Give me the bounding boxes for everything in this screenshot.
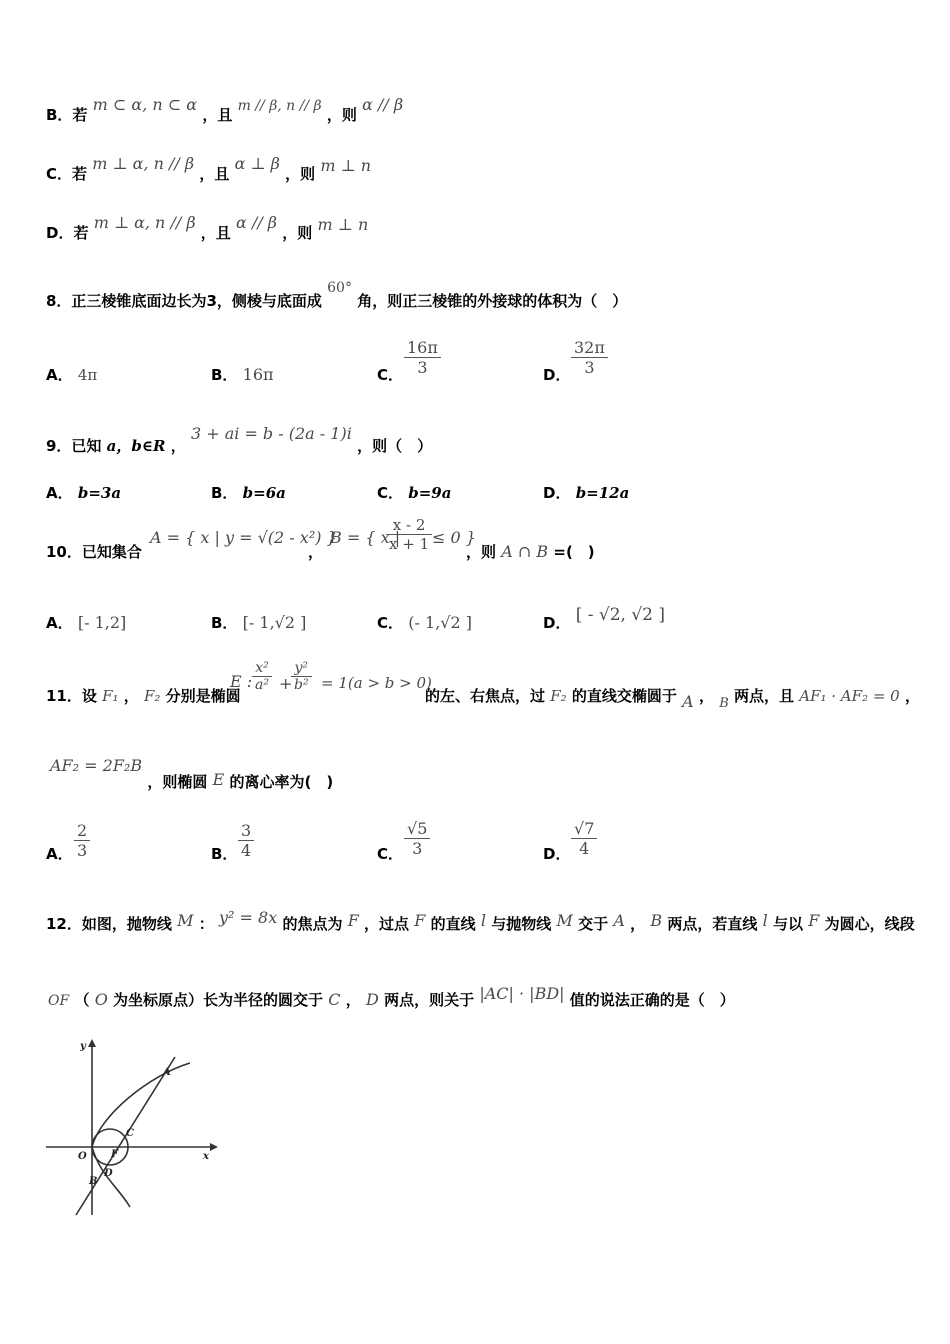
q8-stem-a: 8．正三棱锥底面边长为3，侧棱与底面成 (46, 292, 322, 310)
q11-option-c (377, 843, 403, 864)
q8-stem-b: 角，则正三棱锥的外接球的体积为（ ） (357, 292, 628, 310)
q12-f: F (347, 911, 359, 930)
point-b-label: B (89, 1176, 98, 1187)
q12-stem-f: 交于 (578, 915, 609, 933)
q12-stem-i: 为圆心，线段 (824, 915, 915, 933)
q8-c-fraction (404, 338, 441, 377)
point-a-label: A (163, 1067, 171, 1078)
q12-f3: F (808, 911, 820, 930)
q11-stem-c: 的左、右焦点，过 (425, 687, 546, 705)
q8-c-label: C． (377, 366, 404, 384)
q9-option-b (211, 482, 286, 503)
q11-dot-product: AF₁ · AF₂ = 0 (799, 687, 900, 705)
q8-angle: 60° (327, 280, 352, 296)
q7-b-text1: ，且 (202, 106, 233, 124)
q9-b-label: B． (211, 484, 238, 502)
q8-option-b (211, 364, 274, 385)
q7-d-math3: m ⊥ n (317, 215, 369, 234)
q11-ellipse-pre: E : (230, 672, 253, 691)
q9-option-a (46, 482, 121, 503)
q11-y-denominator: b² (294, 677, 309, 693)
q8-b-label: B． (211, 366, 238, 384)
q8-option-c (377, 364, 403, 385)
q11-c-fraction (404, 819, 430, 858)
q11-line2 (50, 756, 334, 791)
q11-x-fraction (252, 660, 272, 693)
q12-o: O (94, 990, 108, 1009)
q8-a-label: A． (46, 366, 73, 384)
q7-b-math2: m // β, n // β (237, 98, 322, 114)
q10-set-b-fraction (386, 516, 432, 553)
q11-c-denominator: 3 (412, 839, 423, 858)
q7-d-math1: m ⊥ α, n // β (93, 213, 196, 232)
q9-b-value: b=6a (242, 484, 286, 502)
q9-stem (46, 424, 433, 456)
q11-sep: ， (123, 687, 139, 705)
q8-d-fraction (571, 338, 608, 377)
q10-set-b-denominator: x + 1 (389, 535, 430, 553)
q8-c-numerator: 16π (404, 338, 441, 358)
q7-b-math1: m ⊂ α, n ⊂ α (92, 95, 198, 114)
q7-c-math3: m ⊥ n (320, 156, 372, 175)
origin-label: O (78, 1151, 87, 1162)
q7-c-math2: α ⊥ β (234, 154, 280, 173)
q11-stem-f: ，则椭圆 (147, 773, 208, 791)
q7-b-text2: ，则 (326, 106, 357, 124)
q11-c-label: C． (377, 845, 404, 863)
q12-sep2: ， (345, 991, 361, 1009)
q10-option-c (377, 612, 472, 633)
q12-of: OF (48, 993, 70, 1009)
q11-a-denominator: 3 (77, 841, 88, 860)
parabola-figure (40, 1035, 220, 1220)
q12-equation: y² = 8x (218, 908, 278, 927)
q12-line1 (46, 908, 915, 934)
q8-a-value: 4π (77, 366, 98, 384)
q12-stem-e: 与抛物线 (491, 915, 552, 933)
q11-stem-a-text: 11．设 (46, 687, 97, 705)
q10-b-label: B． (211, 614, 238, 632)
q9-sep: ， (170, 437, 186, 455)
q9-stem-a: 9．已知 (46, 437, 102, 455)
q11-a-numerator: 2 (74, 821, 90, 841)
q11-b-denominator: 4 (241, 841, 252, 860)
q7-c-math1: m ⊥ α, n // β (92, 154, 195, 173)
y-axis-label: y (80, 1041, 86, 1052)
q12-stem-a: 12．如图，抛物线 (46, 915, 172, 933)
q11-d-label: D． (543, 845, 571, 863)
q8-d-label: D． (543, 366, 571, 384)
q10-set-b-pre: B = { x | (330, 528, 401, 547)
q10-option-d (543, 605, 666, 633)
q11-option-d (543, 843, 570, 864)
q12-c: C (328, 990, 341, 1009)
q12-point-a: A (613, 911, 625, 930)
q9-d-label: D． (543, 484, 571, 502)
q10-option-a (46, 612, 126, 633)
q12-colon: ： (198, 915, 214, 933)
q9-stem-b: ，则（ ） (357, 437, 433, 455)
q11-stem-rest (425, 685, 920, 711)
q10-d-value: [ - √2, √2 ] (575, 605, 666, 625)
q11-option-a (46, 843, 73, 864)
q12-expression: |AC| · |BD| (479, 984, 565, 1003)
q10-set-a: A = { x | y = √(2 - x²) } (150, 528, 337, 547)
q11-f1: F₁ (102, 687, 119, 705)
q11-d-fraction (571, 819, 597, 858)
point-c-label: C (126, 1128, 134, 1139)
q11-x-numerator: x² (252, 660, 272, 677)
q7-option-d (46, 213, 369, 243)
q11-ellipse-post: = 1(a > b > 0) (321, 674, 432, 692)
q8-c-denominator: 3 (417, 358, 428, 377)
q11-tail: ， (904, 687, 920, 705)
q8-d-denominator: 3 (584, 358, 595, 377)
q11-point-a: A (682, 692, 694, 711)
q9-a-value: b=3a (77, 484, 122, 502)
q7-b-math3: α // β (362, 95, 404, 114)
q8-option-a (46, 364, 97, 385)
q11-y-fraction (291, 660, 312, 693)
q11-x-denominator: a² (255, 677, 269, 693)
q12-stem-j: （ (74, 991, 90, 1009)
q11-d-denominator: 4 (579, 839, 590, 858)
q12-m: M (177, 911, 194, 930)
point-d-label: D (104, 1168, 113, 1179)
q11-a-fraction (74, 821, 90, 860)
q8-d-numerator: 32π (571, 338, 608, 358)
q12-point-b: B (650, 911, 663, 930)
q10-a-value: [- 1,2] (77, 613, 127, 632)
q11-sep2: ， (698, 687, 714, 705)
x-axis-arrow (210, 1143, 218, 1151)
q9-c-label: C． (377, 484, 404, 502)
q10-option-b (211, 612, 306, 633)
q11-a-label: A． (46, 845, 73, 863)
q9-d-value: b=12a (575, 484, 630, 502)
q7-c-text2: ，则 (285, 165, 316, 183)
q10-d-label: D． (543, 614, 571, 632)
q11-vector-eq: AF₂ = 2F₂B (50, 756, 143, 775)
q10-intersection: A ∩ B (501, 542, 549, 561)
q11-point-b: B (719, 696, 729, 711)
y-axis-arrow (88, 1039, 96, 1047)
q12-stem-d: 的直线 (430, 915, 476, 933)
q10-set-b-post: ≤ 0 } (432, 528, 476, 547)
q10-stem-a: 10．已知集合 (46, 543, 142, 561)
q7-d-text2: ，则 (282, 224, 313, 242)
q12-m2: M (556, 911, 573, 930)
q11-stem-d: 的直线交椭圆于 (571, 687, 677, 705)
q12-stem-g: 两点，若直线 (667, 915, 758, 933)
q10-stem-rest (466, 541, 595, 562)
q10-comma: ， (308, 543, 324, 561)
q7-d-math2: α // β (236, 213, 278, 232)
q11-b-label: B． (211, 845, 238, 863)
q10-set-b-numerator: x - 2 (386, 516, 432, 535)
q8-option-d (543, 364, 570, 385)
q7-d-label: D．若 (46, 224, 89, 242)
q11-d-numerator: √7 (571, 819, 597, 839)
q12-stem-k: 为坐标原点）长为半径的圆交于 (113, 991, 324, 1009)
q12-stem-c: ，过点 (364, 915, 410, 933)
q11-stem-b: 分别是椭圆 (165, 687, 241, 705)
q10-stem-b: ，则 (466, 543, 497, 561)
q12-stem-b: 的焦点为 (282, 915, 343, 933)
q11-stem-a (46, 685, 241, 706)
q8-b-value: 16π (242, 365, 274, 384)
q11-f2-b: F₂ (550, 687, 567, 705)
x-axis-label: x (203, 1151, 209, 1162)
q11-plus: + (279, 674, 293, 693)
q12-stem-l: 两点，则关于 (384, 991, 475, 1009)
q9-a-label: A． (46, 484, 73, 502)
q11-c-numerator: √5 (404, 819, 430, 839)
q7-c-label: C．若 (46, 165, 88, 183)
q11-y-numerator: y² (291, 660, 312, 677)
q10-c-value: (- 1,√2 ] (408, 613, 472, 632)
q7-b-label: B．若 (46, 106, 88, 124)
q11-f2: F₂ (144, 687, 161, 705)
q7-c-text1: ，且 (199, 165, 230, 183)
q7-option-c (46, 154, 372, 184)
q12-l2: l (762, 911, 768, 930)
q10-c-label: C． (377, 614, 404, 632)
q12-f2: F (414, 911, 426, 930)
q9-equation: 3 + ai = b - (2a - 1)i (190, 424, 352, 443)
q9-c-value: b=9a (408, 484, 452, 502)
point-f-label: F (111, 1149, 119, 1160)
q8-stem (46, 280, 628, 311)
q11-stem-e: 两点，且 (734, 687, 795, 705)
q12-stem-h: 与以 (773, 915, 804, 933)
parabola-curve (92, 1063, 190, 1207)
q12-l: l (480, 911, 487, 930)
q10-b-value: [- 1,√2 ] (242, 613, 307, 632)
q12-stem-m: 值的说法正确的是（ ） (569, 991, 735, 1009)
q9-option-d (543, 482, 629, 503)
q10-a-label: A． (46, 614, 73, 632)
q12-d: D (366, 990, 379, 1009)
q9-option-c (377, 482, 451, 503)
q10-stem-c: =( ) (553, 543, 595, 561)
q9-vars: a，b∈R (106, 437, 166, 455)
q11-option-b (211, 843, 237, 864)
q11-stem-g: 的离心率为( ) (229, 773, 334, 791)
q11-e: E (212, 770, 225, 789)
q7-option-b (46, 95, 404, 125)
q7-d-text1: ，且 (200, 224, 231, 242)
q12-sep: ， (630, 915, 646, 933)
q12-line2 (48, 984, 735, 1010)
q11-b-numerator: 3 (238, 821, 254, 841)
q11-b-fraction (238, 821, 254, 860)
